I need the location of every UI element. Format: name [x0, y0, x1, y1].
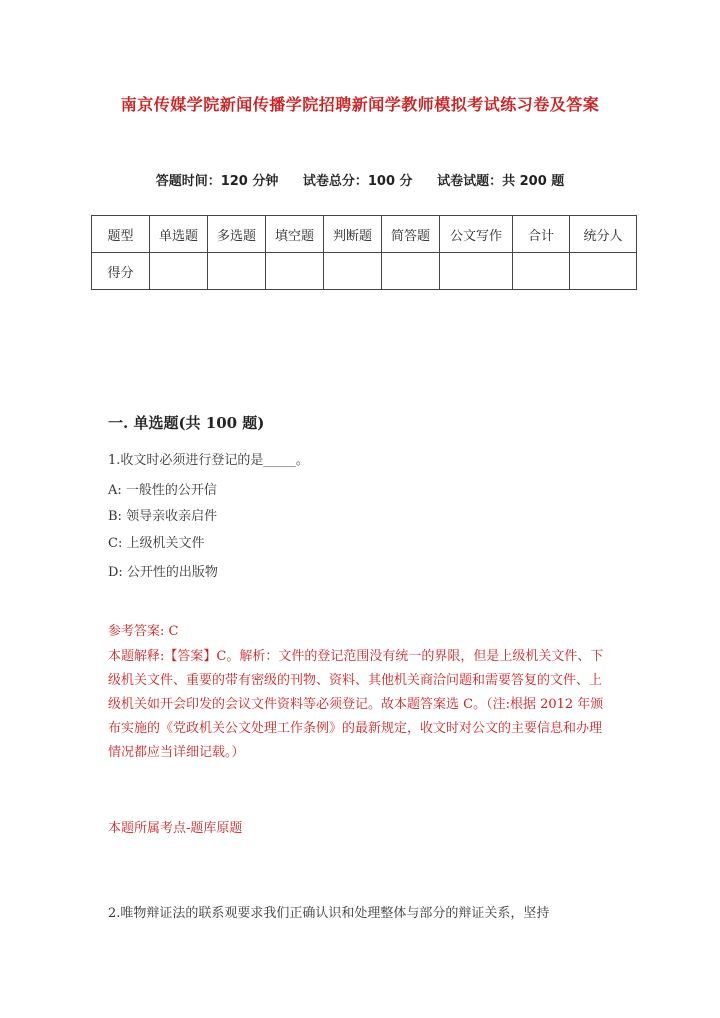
option-c: C: 上级机关文件 [108, 536, 205, 551]
score-header-cell: 多选题 [208, 216, 266, 253]
answer-explanation: 本题解释:【答案】C。解析：文件的登记范围没有统一的界限，但是上级机关文件、下级机关文件、重要的带有密级的刊物、资料、其他机关商洽问题和需要答复的文件、上级机关如开会印发的会议文件资料等必须登记。故本题答案选 C。（注:根据 2012 年颁布实施的《党政机关公文处理工作条例》的最新规定，收文时对公文的主要信息和办理情况都应当详细记载。） [108, 649, 604, 760]
question-stem: 1.收文时必须进行登记的是_____。 [108, 453, 309, 468]
score-cell[interactable] [266, 253, 324, 290]
score-header-cell: 单选题 [150, 216, 208, 253]
score-header-cell: 统分人 [570, 216, 637, 253]
score-cell[interactable] [513, 253, 570, 290]
score-table [91, 215, 637, 290]
score-header-cell: 公文写作 [440, 216, 513, 253]
score-table-score-row [92, 253, 637, 290]
reference-answer: 参考答案: C [108, 624, 179, 639]
section-title: 一. 单选题(共 100 题) [108, 414, 265, 432]
score-header-cell: 填空题 [266, 216, 324, 253]
document-title: 南京传媒学院新闻传播学院招聘新闻学教师模拟考试练习卷及答案 [120, 95, 600, 114]
score-table-header-row [92, 216, 637, 253]
score-header-cell: 题型 [92, 216, 150, 253]
score-cell[interactable] [382, 253, 440, 290]
exam-time: 答题时间：120 分钟 [155, 174, 279, 189]
score-header-cell: 简答题 [382, 216, 440, 253]
option-a: A: 一般性的公开信 [108, 483, 217, 498]
option-d: D: 公开性的出版物 [108, 565, 218, 580]
option-b: B: 领导亲收亲启件 [108, 509, 218, 524]
score-cell[interactable] [324, 253, 382, 290]
score-header-cell: 合计 [513, 216, 570, 253]
score-cell[interactable] [150, 253, 208, 290]
score-cell[interactable] [440, 253, 513, 290]
score-row-label: 得分 [92, 253, 150, 290]
score-cell[interactable] [208, 253, 266, 290]
exam-question-count: 试卷试题：共 200 题 [437, 174, 565, 189]
exam-meta [0, 170, 720, 189]
question-source: 本题所属考点-题库原题 [108, 821, 243, 836]
score-header-cell: 判断题 [324, 216, 382, 253]
exam-total-score: 试卷总分：100 分 [302, 174, 413, 189]
score-cell[interactable] [570, 253, 637, 290]
question-stem: 2.唯物辩证法的联系观要求我们正确认识和处理整体与部分的辩证关系，坚持 [108, 906, 550, 921]
